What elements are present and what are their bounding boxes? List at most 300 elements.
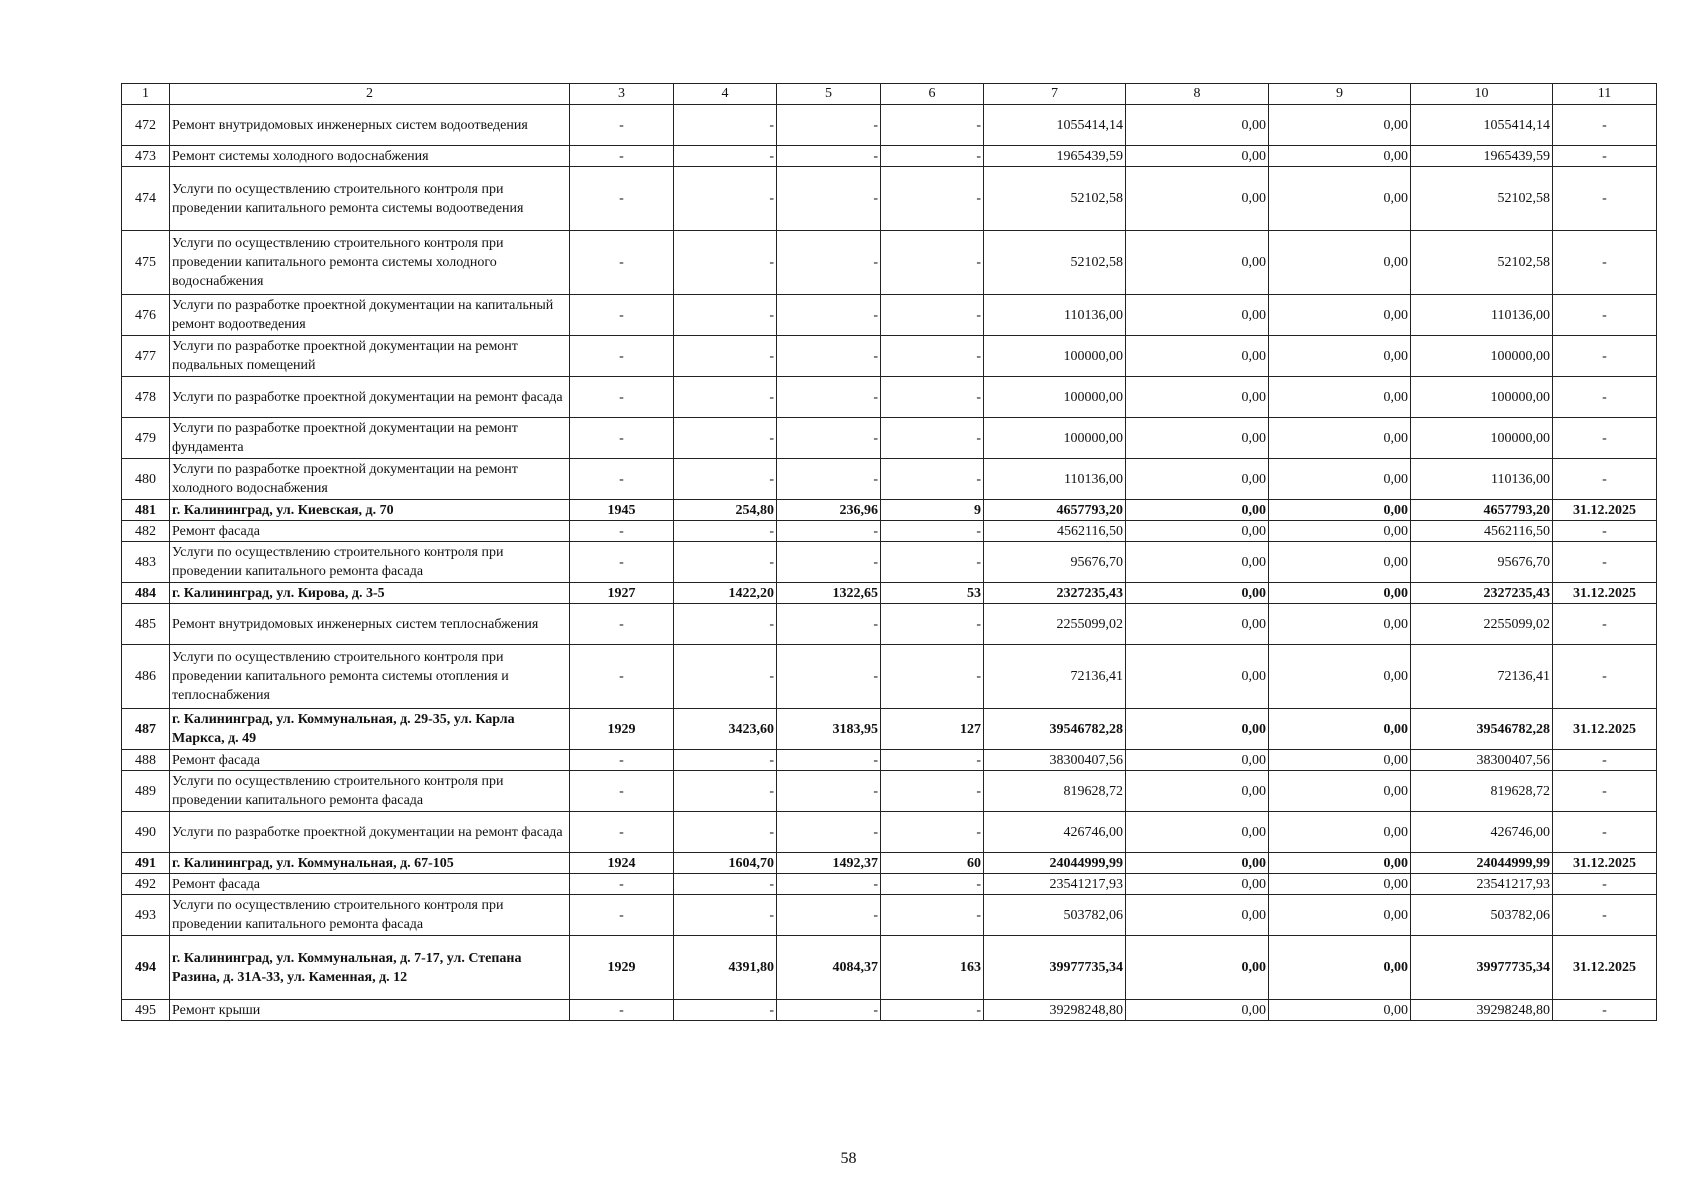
cost-col8-cell: 0,00	[1126, 542, 1269, 583]
row-number: 482	[122, 521, 170, 542]
row-number: 495	[122, 1000, 170, 1021]
residents-cell: -	[881, 459, 984, 500]
cost-col9-cell: 0,00	[1269, 377, 1411, 418]
area-living-cell: -	[777, 771, 881, 812]
year-cell: -	[570, 604, 674, 645]
area-total-cell: -	[674, 459, 777, 500]
area-total-cell: -	[674, 1000, 777, 1021]
deadline-cell: -	[1553, 459, 1657, 500]
cost-col9-cell: 0,00	[1269, 1000, 1411, 1021]
cost-total-cell: 100000,00	[984, 377, 1126, 418]
table-row	[122, 709, 1657, 750]
deadline-cell: -	[1553, 645, 1657, 709]
residents-cell: -	[881, 750, 984, 771]
area-living-cell: -	[777, 750, 881, 771]
work-description: Услуги по осуществлению строительного контроля при проведении капитального ремонта фасада	[170, 542, 570, 583]
cost-col9-cell: 0,00	[1269, 771, 1411, 812]
cost-col10-cell: 426746,00	[1411, 812, 1553, 853]
year-cell: 1945	[570, 500, 674, 521]
table-row	[122, 336, 1657, 377]
work-description: Ремонт внутридомовых инженерных систем водоотведения	[170, 105, 570, 146]
row-number: 489	[122, 771, 170, 812]
table-row	[122, 167, 1657, 231]
table-row	[122, 812, 1657, 853]
year-cell: -	[570, 812, 674, 853]
area-total-cell: -	[674, 167, 777, 231]
row-number: 480	[122, 459, 170, 500]
work-description: Услуги по разработке проектной документации на капитальный ремонт водоотведения	[170, 295, 570, 336]
table-row	[122, 146, 1657, 167]
area-total-cell: -	[674, 542, 777, 583]
residents-cell: -	[881, 336, 984, 377]
year-cell: -	[570, 295, 674, 336]
cost-col10-cell: 100000,00	[1411, 418, 1553, 459]
cost-total-cell: 23541217,93	[984, 874, 1126, 895]
deadline-cell: 31.12.2025	[1553, 500, 1657, 521]
deadline-cell: -	[1553, 604, 1657, 645]
table-row	[122, 645, 1657, 709]
residents-cell: -	[881, 895, 984, 936]
row-number: 474	[122, 167, 170, 231]
year-cell: 1929	[570, 936, 674, 1000]
work-description: г. Калининград, ул. Кирова, д. 3-5	[170, 583, 570, 604]
cost-col10-cell: 72136,41	[1411, 645, 1553, 709]
cost-total-cell: 95676,70	[984, 542, 1126, 583]
cost-col10-cell: 503782,06	[1411, 895, 1553, 936]
column-header: 3	[570, 84, 674, 105]
year-cell: -	[570, 542, 674, 583]
cost-col9-cell: 0,00	[1269, 146, 1411, 167]
work-description: г. Калининград, ул. Коммунальная, д. 7-17, ул. Степана Разина, д. 31А-33, ул. Каменная, д. 12	[170, 936, 570, 1000]
cost-col9-cell: 0,00	[1269, 604, 1411, 645]
year-cell: -	[570, 146, 674, 167]
row-number: 493	[122, 895, 170, 936]
table-row	[122, 874, 1657, 895]
work-description: Услуги по разработке проектной документации на ремонт подвальных помещений	[170, 336, 570, 377]
year-cell: -	[570, 336, 674, 377]
year-cell: -	[570, 895, 674, 936]
cost-col8-cell: 0,00	[1126, 377, 1269, 418]
cost-col10-cell: 39298248,80	[1411, 1000, 1553, 1021]
residents-cell: 60	[881, 853, 984, 874]
area-living-cell: -	[777, 542, 881, 583]
deadline-cell: 31.12.2025	[1553, 936, 1657, 1000]
column-header: 6	[881, 84, 984, 105]
table-row	[122, 500, 1657, 521]
cost-col9-cell: 0,00	[1269, 709, 1411, 750]
table-row	[122, 542, 1657, 583]
row-number: 477	[122, 336, 170, 377]
deadline-cell: -	[1553, 1000, 1657, 1021]
deadline-cell: -	[1553, 521, 1657, 542]
cost-col10-cell: 4657793,20	[1411, 500, 1553, 521]
cost-total-cell: 2327235,43	[984, 583, 1126, 604]
cost-col9-cell: 0,00	[1269, 853, 1411, 874]
area-living-cell: -	[777, 604, 881, 645]
area-total-cell: -	[674, 336, 777, 377]
deadline-cell: -	[1553, 167, 1657, 231]
cost-col9-cell: 0,00	[1269, 231, 1411, 295]
year-cell: -	[570, 167, 674, 231]
cost-col9-cell: 0,00	[1269, 459, 1411, 500]
cost-total-cell: 52102,58	[984, 231, 1126, 295]
cost-col10-cell: 1055414,14	[1411, 105, 1553, 146]
residents-cell: 9	[881, 500, 984, 521]
year-cell: -	[570, 459, 674, 500]
deadline-cell: 31.12.2025	[1553, 583, 1657, 604]
residents-cell: -	[881, 418, 984, 459]
page-number: 58	[840, 1150, 857, 1167]
cost-total-cell: 1055414,14	[984, 105, 1126, 146]
cost-col8-cell: 0,00	[1126, 459, 1269, 500]
cost-total-cell: 72136,41	[984, 645, 1126, 709]
area-total-cell: 4391,80	[674, 936, 777, 1000]
cost-col8-cell: 0,00	[1126, 295, 1269, 336]
area-total-cell: -	[674, 231, 777, 295]
residents-cell: -	[881, 146, 984, 167]
cost-total-cell: 426746,00	[984, 812, 1126, 853]
work-description: Услуги по разработке проектной документации на ремонт фасада	[170, 377, 570, 418]
cost-col9-cell: 0,00	[1269, 874, 1411, 895]
cost-col10-cell: 100000,00	[1411, 377, 1553, 418]
deadline-cell: 31.12.2025	[1553, 853, 1657, 874]
cost-col9-cell: 0,00	[1269, 521, 1411, 542]
residents-cell: -	[881, 295, 984, 336]
row-number: 473	[122, 146, 170, 167]
work-description: Услуги по разработке проектной документации на ремонт холодного водоснабжения	[170, 459, 570, 500]
table-row	[122, 583, 1657, 604]
table-row	[122, 521, 1657, 542]
cost-col10-cell: 2327235,43	[1411, 583, 1553, 604]
table-row	[122, 604, 1657, 645]
cost-total-cell: 110136,00	[984, 459, 1126, 500]
column-number-row	[122, 84, 1657, 105]
area-total-cell: -	[674, 105, 777, 146]
area-total-cell: -	[674, 750, 777, 771]
table-row	[122, 895, 1657, 936]
year-cell: -	[570, 231, 674, 295]
column-header: 11	[1553, 84, 1657, 105]
area-total-cell: -	[674, 604, 777, 645]
deadline-cell: 31.12.2025	[1553, 709, 1657, 750]
work-description: Ремонт фасада	[170, 874, 570, 895]
table-row	[122, 771, 1657, 812]
cost-col9-cell: 0,00	[1269, 295, 1411, 336]
work-description: г. Калининград, ул. Коммунальная, д. 67-105	[170, 853, 570, 874]
work-description: Услуги по разработке проектной документации на ремонт фасада	[170, 812, 570, 853]
table-row	[122, 231, 1657, 295]
cost-col10-cell: 4562116,50	[1411, 521, 1553, 542]
cost-total-cell: 819628,72	[984, 771, 1126, 812]
residents-cell: 127	[881, 709, 984, 750]
year-cell: -	[570, 645, 674, 709]
cost-total-cell: 2255099,02	[984, 604, 1126, 645]
cost-col8-cell: 0,00	[1126, 645, 1269, 709]
deadline-cell: -	[1553, 895, 1657, 936]
work-description: Услуги по осуществлению строительного контроля при проведении капитального ремонта системы водоотведения	[170, 167, 570, 231]
area-living-cell: -	[777, 336, 881, 377]
table-row	[122, 418, 1657, 459]
cost-col10-cell: 23541217,93	[1411, 874, 1553, 895]
area-living-cell: -	[777, 521, 881, 542]
residents-cell: -	[881, 231, 984, 295]
cost-total-cell: 39298248,80	[984, 1000, 1126, 1021]
cost-col8-cell: 0,00	[1126, 1000, 1269, 1021]
work-description: г. Калининград, ул. Коммунальная, д. 29-35, ул. Карла Маркса, д. 49	[170, 709, 570, 750]
work-description: Ремонт фасада	[170, 521, 570, 542]
cost-col10-cell: 95676,70	[1411, 542, 1553, 583]
area-total-cell: -	[674, 645, 777, 709]
area-total-cell: -	[674, 812, 777, 853]
cost-col8-cell: 0,00	[1126, 771, 1269, 812]
cost-col10-cell: 52102,58	[1411, 167, 1553, 231]
residents-cell: 53	[881, 583, 984, 604]
cost-total-cell: 52102,58	[984, 167, 1126, 231]
area-living-cell: -	[777, 1000, 881, 1021]
table-row	[122, 459, 1657, 500]
area-total-cell: -	[674, 146, 777, 167]
year-cell: -	[570, 521, 674, 542]
cost-col9-cell: 0,00	[1269, 542, 1411, 583]
cost-col8-cell: 0,00	[1126, 105, 1269, 146]
area-living-cell: 3183,95	[777, 709, 881, 750]
deadline-cell: -	[1553, 812, 1657, 853]
table-row	[122, 1000, 1657, 1021]
cost-total-cell: 503782,06	[984, 895, 1126, 936]
cost-col10-cell: 52102,58	[1411, 231, 1553, 295]
area-total-cell: 1422,20	[674, 583, 777, 604]
residents-cell: -	[881, 377, 984, 418]
cost-total-cell: 100000,00	[984, 418, 1126, 459]
area-total-cell: 3423,60	[674, 709, 777, 750]
cost-col8-cell: 0,00	[1126, 936, 1269, 1000]
year-cell: -	[570, 377, 674, 418]
cost-col10-cell: 819628,72	[1411, 771, 1553, 812]
cost-total-cell: 100000,00	[984, 336, 1126, 377]
table-row	[122, 936, 1657, 1000]
area-total-cell: -	[674, 377, 777, 418]
row-number: 478	[122, 377, 170, 418]
work-description: Ремонт фасада	[170, 750, 570, 771]
column-header: 9	[1269, 84, 1411, 105]
cost-col8-cell: 0,00	[1126, 167, 1269, 231]
area-living-cell: 236,96	[777, 500, 881, 521]
residents-cell: -	[881, 645, 984, 709]
cost-col8-cell: 0,00	[1126, 604, 1269, 645]
deadline-cell: -	[1553, 146, 1657, 167]
cost-col10-cell: 39977735,34	[1411, 936, 1553, 1000]
area-total-cell: -	[674, 895, 777, 936]
deadline-cell: -	[1553, 542, 1657, 583]
area-living-cell: -	[777, 295, 881, 336]
year-cell: -	[570, 874, 674, 895]
area-living-cell: -	[777, 874, 881, 895]
residents-cell: -	[881, 604, 984, 645]
year-cell: -	[570, 105, 674, 146]
cost-col8-cell: 0,00	[1126, 336, 1269, 377]
column-header: 5	[777, 84, 881, 105]
work-description: г. Калининград, ул. Киевская, д. 70	[170, 500, 570, 521]
column-header: 10	[1411, 84, 1553, 105]
year-cell: -	[570, 771, 674, 812]
column-header: 7	[984, 84, 1126, 105]
column-header: 8	[1126, 84, 1269, 105]
work-description: Услуги по осуществлению строительного контроля при проведении капитального ремонта фасада	[170, 895, 570, 936]
work-description: Услуги по осуществлению строительного контроля при проведении капитального ремонта системы отопления и теплоснабжения	[170, 645, 570, 709]
residents-cell: -	[881, 771, 984, 812]
residents-cell: 163	[881, 936, 984, 1000]
area-living-cell: 1492,37	[777, 853, 881, 874]
cost-total-cell: 4562116,50	[984, 521, 1126, 542]
residents-cell: -	[881, 542, 984, 583]
area-living-cell: -	[777, 895, 881, 936]
row-number: 488	[122, 750, 170, 771]
table-row	[122, 295, 1657, 336]
cost-col8-cell: 0,00	[1126, 853, 1269, 874]
year-cell: 1924	[570, 853, 674, 874]
row-number: 485	[122, 604, 170, 645]
year-cell: 1927	[570, 583, 674, 604]
residents-cell: -	[881, 812, 984, 853]
register-table	[121, 83, 1657, 1021]
area-total-cell: 1604,70	[674, 853, 777, 874]
deadline-cell: -	[1553, 874, 1657, 895]
work-description: Услуги по осуществлению строительного контроля при проведении капитального ремонта фасада	[170, 771, 570, 812]
area-living-cell: -	[777, 105, 881, 146]
cost-col8-cell: 0,00	[1126, 583, 1269, 604]
deadline-cell: -	[1553, 750, 1657, 771]
work-description: Услуги по разработке проектной документации на ремонт фундамента	[170, 418, 570, 459]
area-living-cell: -	[777, 377, 881, 418]
column-header: 2	[170, 84, 570, 105]
cost-col10-cell: 24044999,99	[1411, 853, 1553, 874]
cost-total-cell: 4657793,20	[984, 500, 1126, 521]
column-header: 1	[122, 84, 170, 105]
cost-total-cell: 39546782,28	[984, 709, 1126, 750]
work-description: Ремонт крыши	[170, 1000, 570, 1021]
column-header: 4	[674, 84, 777, 105]
cost-col10-cell: 110136,00	[1411, 459, 1553, 500]
cost-col9-cell: 0,00	[1269, 936, 1411, 1000]
area-living-cell: -	[777, 812, 881, 853]
row-number: 484	[122, 583, 170, 604]
row-number: 479	[122, 418, 170, 459]
row-number: 491	[122, 853, 170, 874]
cost-col8-cell: 0,00	[1126, 709, 1269, 750]
area-living-cell: -	[777, 231, 881, 295]
residents-cell: -	[881, 167, 984, 231]
cost-col8-cell: 0,00	[1126, 418, 1269, 459]
table-row	[122, 105, 1657, 146]
area-total-cell: -	[674, 771, 777, 812]
area-living-cell: -	[777, 418, 881, 459]
cost-col8-cell: 0,00	[1126, 231, 1269, 295]
cost-col9-cell: 0,00	[1269, 500, 1411, 521]
table-row	[122, 750, 1657, 771]
row-number: 490	[122, 812, 170, 853]
cost-col9-cell: 0,00	[1269, 750, 1411, 771]
residents-cell: -	[881, 521, 984, 542]
deadline-cell: -	[1553, 771, 1657, 812]
residents-cell: -	[881, 105, 984, 146]
cost-col9-cell: 0,00	[1269, 336, 1411, 377]
year-cell: -	[570, 1000, 674, 1021]
cost-col8-cell: 0,00	[1126, 146, 1269, 167]
cost-col10-cell: 39546782,28	[1411, 709, 1553, 750]
row-number: 483	[122, 542, 170, 583]
row-number: 494	[122, 936, 170, 1000]
row-number: 472	[122, 105, 170, 146]
work-description: Ремонт системы холодного водоснабжения	[170, 146, 570, 167]
cost-total-cell: 24044999,99	[984, 853, 1126, 874]
cost-col8-cell: 0,00	[1126, 750, 1269, 771]
cost-col8-cell: 0,00	[1126, 874, 1269, 895]
area-living-cell: 4084,37	[777, 936, 881, 1000]
cost-col9-cell: 0,00	[1269, 418, 1411, 459]
cost-total-cell: 1965439,59	[984, 146, 1126, 167]
area-total-cell: -	[674, 418, 777, 459]
cost-col8-cell: 0,00	[1126, 521, 1269, 542]
cost-col10-cell: 38300407,56	[1411, 750, 1553, 771]
area-living-cell: -	[777, 459, 881, 500]
area-living-cell: -	[777, 146, 881, 167]
cost-col9-cell: 0,00	[1269, 105, 1411, 146]
work-description: Услуги по осуществлению строительного контроля при проведении капитального ремонта системы холодного водоснабжения	[170, 231, 570, 295]
area-total-cell: 254,80	[674, 500, 777, 521]
deadline-cell: -	[1553, 231, 1657, 295]
cost-total-cell: 39977735,34	[984, 936, 1126, 1000]
year-cell: -	[570, 750, 674, 771]
cost-col8-cell: 0,00	[1126, 500, 1269, 521]
table-row	[122, 377, 1657, 418]
deadline-cell: -	[1553, 295, 1657, 336]
row-number: 486	[122, 645, 170, 709]
deadline-cell: -	[1553, 105, 1657, 146]
row-number: 475	[122, 231, 170, 295]
row-number: 492	[122, 874, 170, 895]
year-cell: 1929	[570, 709, 674, 750]
row-number: 476	[122, 295, 170, 336]
area-living-cell: -	[777, 645, 881, 709]
area-total-cell: -	[674, 874, 777, 895]
cost-col9-cell: 0,00	[1269, 167, 1411, 231]
area-total-cell: -	[674, 295, 777, 336]
residents-cell: -	[881, 874, 984, 895]
residents-cell: -	[881, 1000, 984, 1021]
deadline-cell: -	[1553, 377, 1657, 418]
cost-col8-cell: 0,00	[1126, 895, 1269, 936]
work-description: Ремонт внутридомовых инженерных систем теплоснабжения	[170, 604, 570, 645]
cost-col8-cell: 0,00	[1126, 812, 1269, 853]
deadline-cell: -	[1553, 418, 1657, 459]
cost-col9-cell: 0,00	[1269, 583, 1411, 604]
cost-col9-cell: 0,00	[1269, 812, 1411, 853]
cost-col10-cell: 100000,00	[1411, 336, 1553, 377]
cost-total-cell: 38300407,56	[984, 750, 1126, 771]
year-cell: -	[570, 418, 674, 459]
cost-col10-cell: 1965439,59	[1411, 146, 1553, 167]
cost-col10-cell: 2255099,02	[1411, 604, 1553, 645]
area-living-cell: -	[777, 167, 881, 231]
cost-col9-cell: 0,00	[1269, 645, 1411, 709]
cost-total-cell: 110136,00	[984, 295, 1126, 336]
deadline-cell: -	[1553, 336, 1657, 377]
cost-col10-cell: 110136,00	[1411, 295, 1553, 336]
area-living-cell: 1322,65	[777, 583, 881, 604]
cost-col9-cell: 0,00	[1269, 895, 1411, 936]
row-number: 487	[122, 709, 170, 750]
row-number: 481	[122, 500, 170, 521]
